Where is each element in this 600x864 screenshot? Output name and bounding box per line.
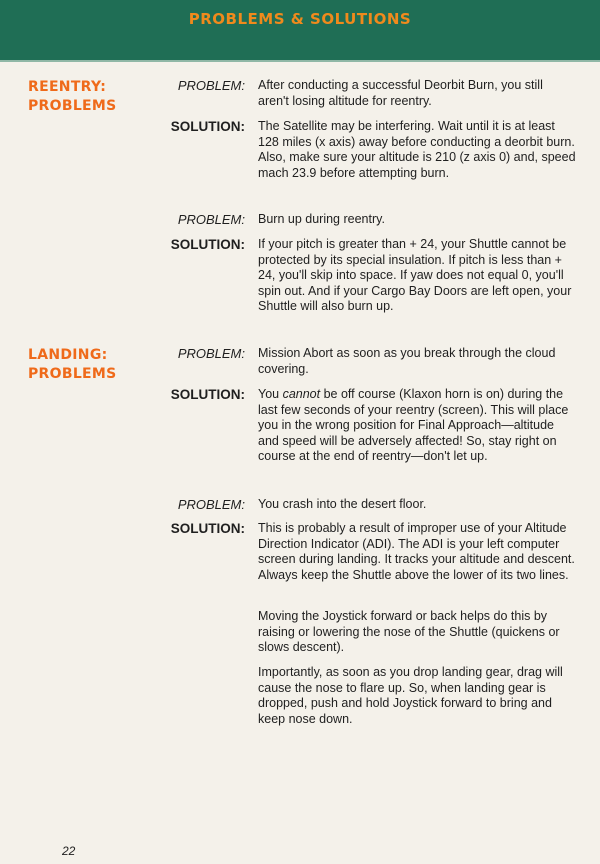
- solution-label: SOLUTION:: [170, 119, 245, 134]
- section-heading-landing: LANDING: PROBLEMS: [28, 347, 117, 382]
- solution-label: SOLUTION:: [170, 521, 245, 536]
- problem-text: Mission Abort as soon as you break through the cloud covering.: [258, 346, 556, 376]
- page-title: PROBLEMS & SOLUTIONS: [188, 10, 412, 28]
- problem-label: PROBLEM:: [177, 497, 245, 512]
- problem-text: Burn up during reentry.: [258, 212, 385, 226]
- page-header: [0, 0, 600, 62]
- solution-text: This is probably a result of improper use of your Altitude Direction Indicator (ADI). The ADI is your left computer screen during landing. It tracks your altitude and descent. Always keep the Shuttle above the lower of its two lines.: [258, 521, 575, 582]
- solution-text: The Satellite may be interfering. Wait until it is at least 128 miles (x axis) away before conducting a deorbit burn. Also, make sure your altitude is 210 (z axis 0) and, speed mach 23.9 before attempting burn.: [258, 119, 576, 180]
- problem-text: You crash into the desert floor.: [258, 497, 427, 511]
- solution-text-part: be off course (Klaxon horn is on) during the last few seconds of your reentry (screen). This will place you in the wrong position for Final Approach—altitude and speed will be adversely affected! So, stay right on course at the end of reentry—don't let up.: [258, 387, 569, 463]
- solution-emphasis: cannot: [282, 387, 321, 401]
- solution-text: If your pitch is greater than + 24, your Shuttle cannot be protected by its special insulation. If pitch is less than + 24, you'll skip into space. If yaw does not equal 0, you'll spin out. And if your Cargo Bay Doors are left open, your Shuttle will also burn up.: [258, 237, 572, 313]
- solution-label: SOLUTION:: [170, 237, 245, 252]
- solution-text-paragraph: Importantly, as soon as you drop landing gear, drag will cause the nose to flare up. So, when landing gear is dropped, push and hold Joystick forward to bring and keep nose down.: [258, 665, 563, 726]
- page-number: 22: [62, 844, 76, 858]
- problem-label: PROBLEM:: [177, 346, 245, 361]
- section-heading-reentry: REENTRY: PROBLEMS: [28, 79, 117, 114]
- solution-text-part: You: [258, 387, 283, 401]
- problem-label: PROBLEM:: [177, 78, 245, 93]
- solution-text-paragraph: Moving the Joystick forward or back helps do this by raising or lowering the nose of the Shuttle (quickens or slows descent).: [258, 609, 560, 654]
- solution-text: [258, 387, 576, 465]
- solution-label: SOLUTION:: [170, 387, 245, 402]
- problem-text: After conducting a successful Deorbit Burn, you still aren't losing altitude for reentry.: [258, 78, 543, 108]
- problem-label: PROBLEM:: [177, 212, 245, 227]
